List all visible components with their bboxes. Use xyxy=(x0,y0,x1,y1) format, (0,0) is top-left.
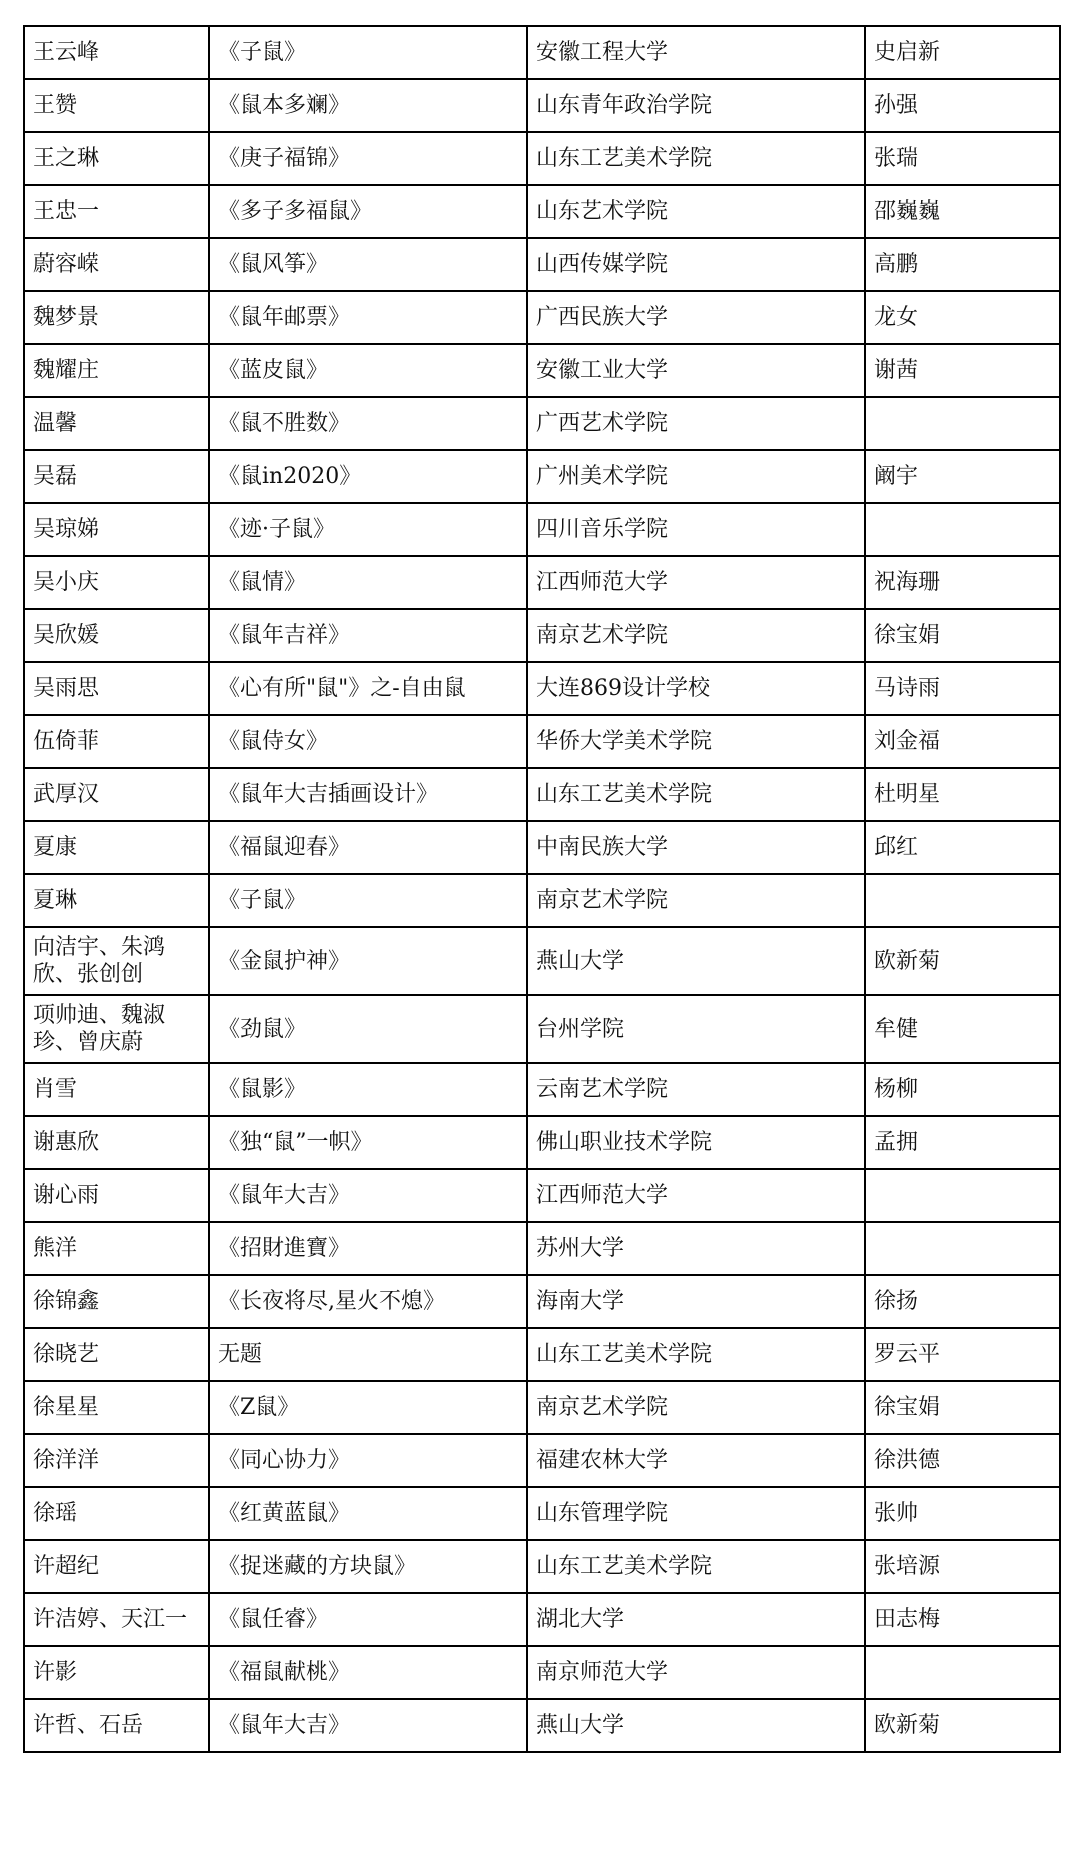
table-row xyxy=(24,450,1060,503)
author-cell: 夏康 xyxy=(24,821,209,874)
table-row xyxy=(24,1699,1060,1752)
tutor-cell: 欧新菊 xyxy=(865,1699,1060,1752)
author-cell: 吴琼娣 xyxy=(24,503,209,556)
title-cell: 《鼠侍女》 xyxy=(209,715,527,768)
author-cell: 武厚汉 xyxy=(24,768,209,821)
tutor-cell xyxy=(865,397,1060,450)
tutor-cell: 田志梅 xyxy=(865,1593,1060,1646)
title-cell: 无题 xyxy=(209,1328,527,1381)
author-cell: 许超纪 xyxy=(24,1540,209,1593)
tutor-cell: 谢茜 xyxy=(865,344,1060,397)
school-cell: 福建农林大学 xyxy=(527,1434,865,1487)
title-cell: 《劲鼠》 xyxy=(209,995,527,1063)
title-cell: 《福鼠迎春》 xyxy=(209,821,527,874)
table-row xyxy=(24,79,1060,132)
table-row xyxy=(24,1169,1060,1222)
table-row xyxy=(24,874,1060,927)
school-cell: 南京师范大学 xyxy=(527,1646,865,1699)
school-cell: 山东艺术学院 xyxy=(527,185,865,238)
school-cell: 湖北大学 xyxy=(527,1593,865,1646)
author-cell: 肖雪 xyxy=(24,1063,209,1116)
school-cell: 燕山大学 xyxy=(527,1699,865,1752)
school-cell: 安徽工业大学 xyxy=(527,344,865,397)
tutor-cell xyxy=(865,874,1060,927)
title-cell: 《同心协力》 xyxy=(209,1434,527,1487)
table-row xyxy=(24,1540,1060,1593)
school-cell: 华侨大学美术学院 xyxy=(527,715,865,768)
author-cell: 向洁宇、朱鸿欣、张创创 xyxy=(24,927,209,995)
school-cell: 苏州大学 xyxy=(527,1222,865,1275)
tutor-cell: 阚宇 xyxy=(865,450,1060,503)
title-cell: 《金鼠护神》 xyxy=(209,927,527,995)
tutor-cell: 孟拥 xyxy=(865,1116,1060,1169)
table-row xyxy=(24,1593,1060,1646)
table-row xyxy=(24,132,1060,185)
author-cell: 许影 xyxy=(24,1646,209,1699)
tutor-cell: 刘金福 xyxy=(865,715,1060,768)
author-cell: 许洁婷、天江一 xyxy=(24,1593,209,1646)
title-cell: 《子鼠》 xyxy=(209,874,527,927)
title-cell: 《鼠风筝》 xyxy=(209,238,527,291)
title-cell: 《鼠影》 xyxy=(209,1063,527,1116)
school-cell: 海南大学 xyxy=(527,1275,865,1328)
tutor-cell: 徐宝娟 xyxy=(865,609,1060,662)
tutor-cell xyxy=(865,1646,1060,1699)
author-cell: 徐锦鑫 xyxy=(24,1275,209,1328)
tutor-cell: 邱红 xyxy=(865,821,1060,874)
author-cell: 许哲、石岳 xyxy=(24,1699,209,1752)
table-row xyxy=(24,1381,1060,1434)
table-row xyxy=(24,609,1060,662)
school-cell: 江西师范大学 xyxy=(527,1169,865,1222)
table-row xyxy=(24,291,1060,344)
school-cell: 山东工艺美术学院 xyxy=(527,1328,865,1381)
school-cell: 中南民族大学 xyxy=(527,821,865,874)
title-cell: 《多子多福鼠》 xyxy=(209,185,527,238)
title-cell: 《Z鼠》 xyxy=(209,1381,527,1434)
table-row xyxy=(24,1275,1060,1328)
author-cell: 王之琳 xyxy=(24,132,209,185)
title-cell: 《蓝皮鼠》 xyxy=(209,344,527,397)
roster-body xyxy=(24,26,1060,1752)
title-cell: 《捉迷藏的方块鼠》 xyxy=(209,1540,527,1593)
table-row xyxy=(24,715,1060,768)
tutor-cell: 杨柳 xyxy=(865,1063,1060,1116)
author-cell: 项帅迪、魏淑珍、曾庆蔚 xyxy=(24,995,209,1063)
school-cell: 燕山大学 xyxy=(527,927,865,995)
author-cell: 夏琳 xyxy=(24,874,209,927)
table-row xyxy=(24,556,1060,609)
roster-sheet xyxy=(23,25,1061,1753)
title-cell: 《鼠情》 xyxy=(209,556,527,609)
school-cell: 南京艺术学院 xyxy=(527,1381,865,1434)
table-row xyxy=(24,26,1060,79)
tutor-cell: 牟健 xyxy=(865,995,1060,1063)
title-cell: 《心有所"鼠"》之-自由鼠 xyxy=(209,662,527,715)
school-cell: 广西民族大学 xyxy=(527,291,865,344)
title-cell: 《子鼠》 xyxy=(209,26,527,79)
school-cell: 山西传媒学院 xyxy=(527,238,865,291)
title-cell: 《独“鼠”一帜》 xyxy=(209,1116,527,1169)
tutor-cell: 徐洪德 xyxy=(865,1434,1060,1487)
title-cell: 《鼠年大吉插画设计》 xyxy=(209,768,527,821)
table-row xyxy=(24,238,1060,291)
tutor-cell: 徐扬 xyxy=(865,1275,1060,1328)
award-roster-table xyxy=(23,25,1061,1753)
table-row xyxy=(24,503,1060,556)
tutor-cell: 张瑞 xyxy=(865,132,1060,185)
author-cell: 温馨 xyxy=(24,397,209,450)
table-row xyxy=(24,821,1060,874)
school-cell: 山东青年政治学院 xyxy=(527,79,865,132)
tutor-cell: 孙强 xyxy=(865,79,1060,132)
author-cell: 吴欣媛 xyxy=(24,609,209,662)
author-cell: 王忠一 xyxy=(24,185,209,238)
tutor-cell: 杜明星 xyxy=(865,768,1060,821)
title-cell: 《招財進寶》 xyxy=(209,1222,527,1275)
school-cell: 安徽工程大学 xyxy=(527,26,865,79)
title-cell: 《鼠年大吉》 xyxy=(209,1699,527,1752)
author-cell: 吴雨思 xyxy=(24,662,209,715)
tutor-cell: 徐宝娟 xyxy=(865,1381,1060,1434)
tutor-cell: 张帅 xyxy=(865,1487,1060,1540)
tutor-cell xyxy=(865,1222,1060,1275)
author-cell: 蔚容嵘 xyxy=(24,238,209,291)
table-row xyxy=(24,995,1060,1063)
author-cell: 魏耀庄 xyxy=(24,344,209,397)
title-cell: 《迹·子鼠》 xyxy=(209,503,527,556)
school-cell: 山东工艺美术学院 xyxy=(527,132,865,185)
tutor-cell xyxy=(865,1169,1060,1222)
tutor-cell: 张培源 xyxy=(865,1540,1060,1593)
table-row xyxy=(24,185,1060,238)
title-cell: 《鼠任睿》 xyxy=(209,1593,527,1646)
school-cell: 大连869设计学校 xyxy=(527,662,865,715)
table-row xyxy=(24,1434,1060,1487)
table-row xyxy=(24,927,1060,995)
title-cell: 《鼠年吉祥》 xyxy=(209,609,527,662)
author-cell: 吴小庆 xyxy=(24,556,209,609)
table-row xyxy=(24,1063,1060,1116)
title-cell: 《鼠in2020》 xyxy=(209,450,527,503)
school-cell: 山东工艺美术学院 xyxy=(527,1540,865,1593)
table-row xyxy=(24,344,1060,397)
school-cell: 四川音乐学院 xyxy=(527,503,865,556)
title-cell: 《福鼠献桃》 xyxy=(209,1646,527,1699)
author-cell: 魏梦景 xyxy=(24,291,209,344)
title-cell: 《鼠年大吉》 xyxy=(209,1169,527,1222)
author-cell: 王云峰 xyxy=(24,26,209,79)
author-cell: 徐星星 xyxy=(24,1381,209,1434)
tutor-cell xyxy=(865,503,1060,556)
tutor-cell: 高鹏 xyxy=(865,238,1060,291)
school-cell: 广州美术学院 xyxy=(527,450,865,503)
author-cell: 徐洋洋 xyxy=(24,1434,209,1487)
author-cell: 谢心雨 xyxy=(24,1169,209,1222)
school-cell: 云南艺术学院 xyxy=(527,1063,865,1116)
school-cell: 江西师范大学 xyxy=(527,556,865,609)
tutor-cell: 马诗雨 xyxy=(865,662,1060,715)
table-row xyxy=(24,1222,1060,1275)
title-cell: 《长夜将尽,星火不熄》 xyxy=(209,1275,527,1328)
tutor-cell: 欧新菊 xyxy=(865,927,1060,995)
table-row xyxy=(24,1487,1060,1540)
table-row xyxy=(24,397,1060,450)
author-cell: 徐晓艺 xyxy=(24,1328,209,1381)
school-cell: 山东工艺美术学院 xyxy=(527,768,865,821)
title-cell: 《鼠不胜数》 xyxy=(209,397,527,450)
tutor-cell: 祝海珊 xyxy=(865,556,1060,609)
tutor-cell: 龙女 xyxy=(865,291,1060,344)
author-cell: 徐瑶 xyxy=(24,1487,209,1540)
school-cell: 广西艺术学院 xyxy=(527,397,865,450)
school-cell: 台州学院 xyxy=(527,995,865,1063)
table-row xyxy=(24,1116,1060,1169)
table-row xyxy=(24,1328,1060,1381)
author-cell: 王赞 xyxy=(24,79,209,132)
author-cell: 谢惠欣 xyxy=(24,1116,209,1169)
school-cell: 山东管理学院 xyxy=(527,1487,865,1540)
school-cell: 南京艺术学院 xyxy=(527,874,865,927)
table-row xyxy=(24,1646,1060,1699)
author-cell: 伍倚菲 xyxy=(24,715,209,768)
title-cell: 《庚子福锦》 xyxy=(209,132,527,185)
author-cell: 吴磊 xyxy=(24,450,209,503)
tutor-cell: 邵巍巍 xyxy=(865,185,1060,238)
tutor-cell: 史启新 xyxy=(865,26,1060,79)
title-cell: 《鼠本多斓》 xyxy=(209,79,527,132)
author-cell: 熊洋 xyxy=(24,1222,209,1275)
school-cell: 佛山职业技术学院 xyxy=(527,1116,865,1169)
tutor-cell: 罗云平 xyxy=(865,1328,1060,1381)
table-row xyxy=(24,768,1060,821)
table-row xyxy=(24,662,1060,715)
title-cell: 《红黄蓝鼠》 xyxy=(209,1487,527,1540)
school-cell: 南京艺术学院 xyxy=(527,609,865,662)
title-cell: 《鼠年邮票》 xyxy=(209,291,527,344)
